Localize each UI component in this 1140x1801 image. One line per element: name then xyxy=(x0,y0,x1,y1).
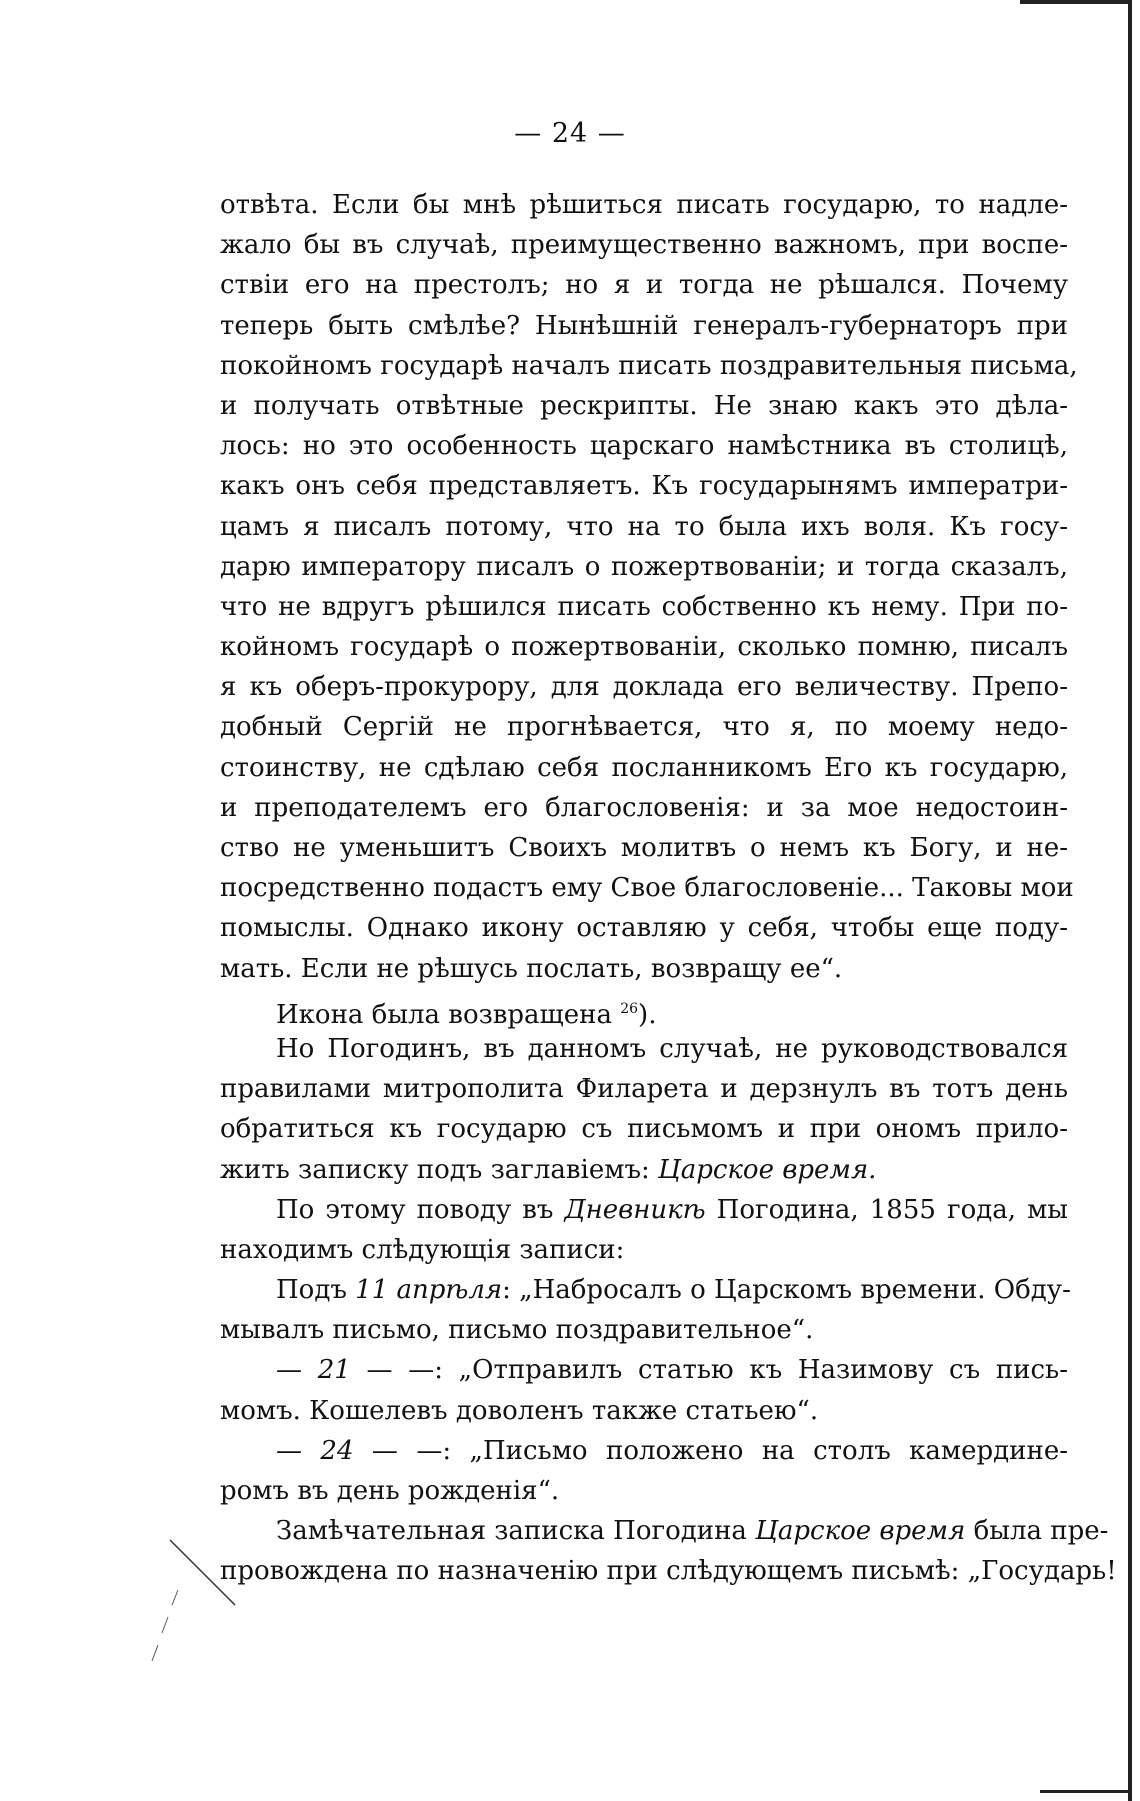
paragraph-diary xyxy=(220,1190,1068,1270)
text-line: находимъ слѣдующія записи: xyxy=(220,1234,625,1265)
text-line: койномъ государѣ о пожертвованіи, сколько помню, писалъ xyxy=(220,632,1068,663)
scan-edge-bottom xyxy=(1040,1790,1130,1793)
entry-date: 21 xyxy=(317,1355,351,1386)
work-title: Царское время. xyxy=(658,1154,877,1185)
text-line: Замѣчательная записка Погодина Царское время была пре- xyxy=(276,1516,1109,1547)
scan-edge-right xyxy=(1128,0,1132,1801)
diary-entry-3 xyxy=(220,1431,1068,1511)
scan-edge-top xyxy=(1020,0,1130,4)
entry-date: 24 xyxy=(320,1435,354,1466)
text-line: — 21 — —: „Отправилъ статью къ Назимову съ пись- xyxy=(276,1355,1069,1386)
page-number: — 24 — xyxy=(514,118,626,149)
text-line: мывалъ письмо, письмо поздравительное“. xyxy=(220,1315,814,1346)
text-line: отвѣта. Если бы мнѣ рѣшиться писать государю, то надле- xyxy=(220,190,1068,220)
entry-date: 11 апрѣля xyxy=(355,1275,503,1306)
paragraph-icon xyxy=(220,989,1068,1029)
main-text xyxy=(220,185,1117,1592)
paragraph-pogodin xyxy=(220,1029,1068,1190)
text-line: я къ оберъ-прокурору, для доклада его величеству. Препо- xyxy=(220,672,1068,703)
text-line: и получать отвѣтные рескрипты. Не знаю какъ это дѣла- xyxy=(220,390,1068,421)
diary-entry-1 xyxy=(220,1270,1071,1350)
text-line: мать. Если не рѣшусь послать, возвращу ее“. xyxy=(220,953,843,984)
text-line: теперь быть смѣлѣе? Нынѣшній генералъ-губернаторъ при xyxy=(220,310,1068,341)
text-line: цамъ я писалъ потому, что на то была ихъ воля. Къ госу- xyxy=(220,511,1068,542)
text-line: — 24 — —: „Письмо положено на столъ камердине- xyxy=(276,1435,1069,1466)
paragraph-quote xyxy=(220,185,1078,989)
text-line: По этому поводу въ Дневникѣ Погодина, 1855 года, мы xyxy=(276,1194,1068,1225)
work-title: Царское время xyxy=(755,1516,966,1547)
text-line: лось: но это особенность царскаго намѣстника въ столицѣ, xyxy=(220,431,1068,462)
margin-pencil-mark xyxy=(140,1535,250,1675)
text-line: Подъ 11 апрѣля: „Набросалъ о Царскомъ времени. Обду- xyxy=(276,1275,1071,1306)
text-line: момъ. Кошелевъ доволенъ также статьею“. xyxy=(220,1395,819,1426)
text-line: провождена по назначенію при слѣдующемъ письмѣ: „Государь! xyxy=(220,1556,1117,1587)
footnote-ref: 26 xyxy=(620,1000,639,1017)
text-line: жало бы въ случаѣ, преимущественно важномъ, при воспе- xyxy=(220,230,1068,261)
text-line: покойномъ государѣ началъ писать поздравительныя письма, xyxy=(220,350,1078,381)
diary-entry-2 xyxy=(220,1350,1068,1430)
text-line: добный Сергій не прогнѣвается, что я, по моему недо- xyxy=(220,712,1068,743)
text-line: ство не уменьшитъ Своихъ молитвъ о немъ къ Богу, и не- xyxy=(220,833,1068,863)
text-line: правилами митрополита Филарета и дерзнулъ въ тотъ день xyxy=(220,1074,1068,1105)
text-line: что не вдругъ рѣшился писать собственно къ нему. При по- xyxy=(220,591,1068,622)
diary-title: Дневникѣ xyxy=(564,1194,706,1225)
paragraph-final xyxy=(220,1511,1117,1591)
text-line: ствіи его на престолъ; но я и тогда не рѣшался. Почему xyxy=(220,270,1068,301)
text-line: дарю императору писалъ о пожертвованіи; и тогда сказалъ, xyxy=(220,551,1068,582)
text-line: Икона была возвращена $^{26}$). xyxy=(276,999,657,1030)
text-line: и преподателемъ его благословенія: и за мое недостоин- xyxy=(220,792,1068,823)
text-line: жить записку подъ заглавіемъ: Царское время. xyxy=(220,1154,877,1185)
text-line: стоинству, не сдѣлаю себя посланникомъ Его къ государю, xyxy=(220,752,1068,783)
text-line: ромъ въ день рожденія“. xyxy=(220,1476,560,1506)
text-line: помыслы. Однако икону оставляю у себя, чтобы еще поду- xyxy=(220,913,1068,944)
text-line: какъ онъ себя представляетъ. Къ государынямъ императри- xyxy=(220,471,1068,502)
text-line: обратиться къ государю съ письмомъ и при ономъ прило- xyxy=(220,1114,1068,1145)
text-line: Но Погодинъ, въ данномъ случаѣ, не руководствовался xyxy=(276,1033,1068,1064)
text-line: посредственно подастъ ему Свое благословеніе... Таковы мои xyxy=(220,873,1074,904)
